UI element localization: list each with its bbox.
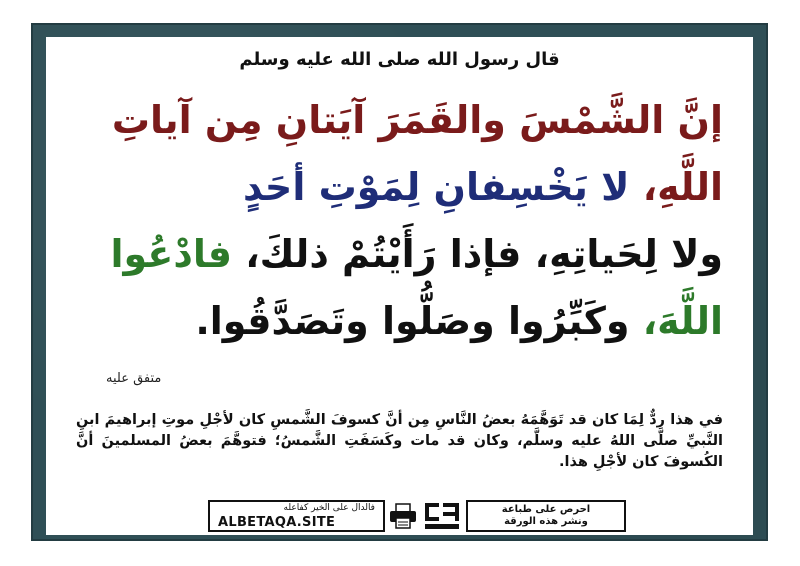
hadith-line-3-black: ولا لِحَياتِهِ، فإذا رَأَيْتُمْ ذلكَ، — [245, 232, 723, 276]
header-title: قال رسول الله صلى الله عليه وسلم — [239, 49, 560, 70]
hadith-line-4-green: اللَّهَ، — [642, 299, 723, 343]
footer-site: ALBETAQA.SITE — [218, 515, 336, 530]
hadith-line-1: إنَّ الشَّمْسَ والقَمَرَ آيَتانِ مِن آياتِ — [111, 98, 723, 142]
hadith-line-2-navy: لا يَخْسِفانِ لِمَوْتِ أحَدٍ — [242, 165, 630, 209]
dawa-logo-icon — [422, 500, 462, 532]
footer-site-box — [208, 500, 385, 532]
footer-print-line-1: احرص على طباعة — [501, 504, 591, 515]
hadith-line-2 — [76, 154, 723, 221]
footer-proverb: فالدال على الخير كفاعله — [283, 503, 375, 513]
hadith-line-4 — [76, 288, 723, 355]
footer — [46, 500, 753, 534]
hadith-source: متفق عليه — [106, 371, 162, 386]
footer-print-line-2: ونشر هذه الورقة — [504, 516, 588, 527]
hadith-line-3 — [76, 221, 723, 288]
printer-icon — [388, 502, 418, 530]
footer-print-box — [466, 500, 626, 532]
hadith-line-2-red: اللَّهِ، — [642, 165, 723, 209]
card-paper — [46, 37, 753, 535]
hadith-text — [76, 87, 723, 355]
explanation-note: في هذا ردٌّ لِمَا كان قد تَوَهَّمَهُ بعضُ النَّاسِ مِن أنَّ كسوفَ الشَّمسِ كان لأجْلِ موتِ إبراهيمَ ابنِ النَّبيِّ صلَّى اللهُ عليه وسلَّم، وكان قد مات وكَسَفَتِ الشَّمسُ؛ فتوهَّمَ بعضُ المسلمينَ أنَّ الكُسوفَ كان لأجْلِ هذا. — [76, 412, 723, 470]
hadith-line-4-black: وكَبِّرُوا وصَلُّوا وتَصَدَّقُوا. — [195, 299, 630, 343]
hadith-line-3-green: فادْعُوا — [110, 232, 232, 276]
